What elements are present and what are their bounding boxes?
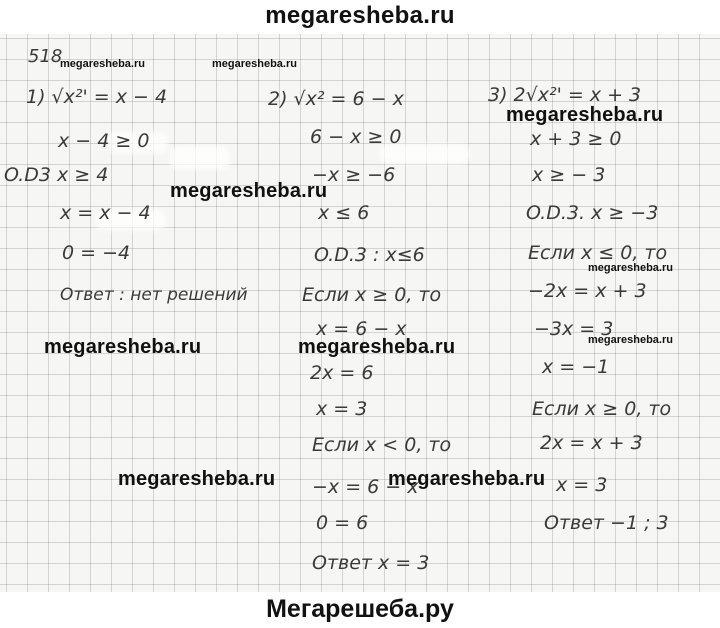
col2-line-1: 2) √x² = 6 − x	[268, 88, 404, 110]
col1-line-6: Ответ : нет решений	[60, 285, 248, 305]
col2-line-7: x = 6 − x	[316, 318, 407, 340]
watermark: megaresheba.ru	[298, 336, 456, 358]
col3-line-7: −3x = 3	[534, 318, 614, 340]
col3-line-11: x = 3	[556, 474, 608, 496]
col1-line-4: x = x − 4	[60, 202, 151, 224]
watermark: megaresheba.ru	[44, 336, 202, 358]
col2-line-5: O.D.3 : x≤6	[314, 244, 425, 266]
col3-line-2: x + 3 ≥ 0	[530, 128, 622, 150]
col1-line-5: 0 = −4	[62, 242, 131, 264]
notebook-page	[0, 34, 720, 592]
watermark-small: megaresheba.ru	[60, 58, 145, 70]
col3-line-1: 3) 2√x²' = x + 3	[488, 84, 642, 106]
watermark: megaresheba.ru	[506, 104, 664, 126]
watermark: megaresheba.ru	[388, 468, 546, 490]
col2-line-3: −x ≥ −6	[312, 164, 396, 186]
col3-line-3: x ≥ − 3	[532, 164, 606, 186]
col2-line-10: Если x < 0, то	[312, 434, 452, 456]
watermark-small: megaresheba.ru	[212, 58, 297, 70]
site-footer: Мегарешеба.ру	[266, 595, 454, 623]
site-header: megaresheba.ru	[265, 2, 455, 29]
col3-line-4: O.D.3. x ≥ −3	[526, 202, 659, 224]
col2-line-13: Ответ x = 3	[312, 552, 430, 574]
col2-line-6: Если x ≥ 0, то	[302, 284, 442, 306]
col3-line-8: x = −1	[542, 356, 610, 378]
col2-line-11: −x = 6 − x	[312, 476, 419, 498]
watermark: megaresheba.ru	[118, 468, 276, 490]
col2-line-8: 2x = 6	[310, 362, 374, 384]
col2-line-12: 0 = 6	[316, 512, 369, 534]
col1-line-1: 1) √x²' = x − 4	[26, 86, 168, 108]
col3-line-5: Если x ≤ 0, то	[528, 242, 668, 264]
col3-line-12: Ответ −1 ; 3	[544, 512, 669, 534]
col3-line-10: 2x = x + 3	[540, 432, 643, 454]
watermark-small: megaresheba.ru	[588, 262, 673, 274]
col3-line-6: −2x = x + 3	[528, 280, 647, 302]
col2-line-4: x ≤ 6	[318, 202, 370, 224]
col1-line-3: O.D3 x ≥ 4	[4, 164, 109, 186]
col3-line-9: Если x ≥ 0, то	[532, 398, 672, 420]
col2-line-2: 6 − x ≥ 0	[310, 126, 402, 148]
smudge	[170, 146, 230, 170]
col1-line-2: x − 4 ≥ 0	[58, 130, 150, 152]
problem-number: 518	[28, 46, 63, 67]
col2-line-9: x = 3	[316, 398, 368, 420]
watermark-small: megaresheba.ru	[588, 334, 673, 346]
watermark: megaresheba.ru	[170, 180, 328, 202]
